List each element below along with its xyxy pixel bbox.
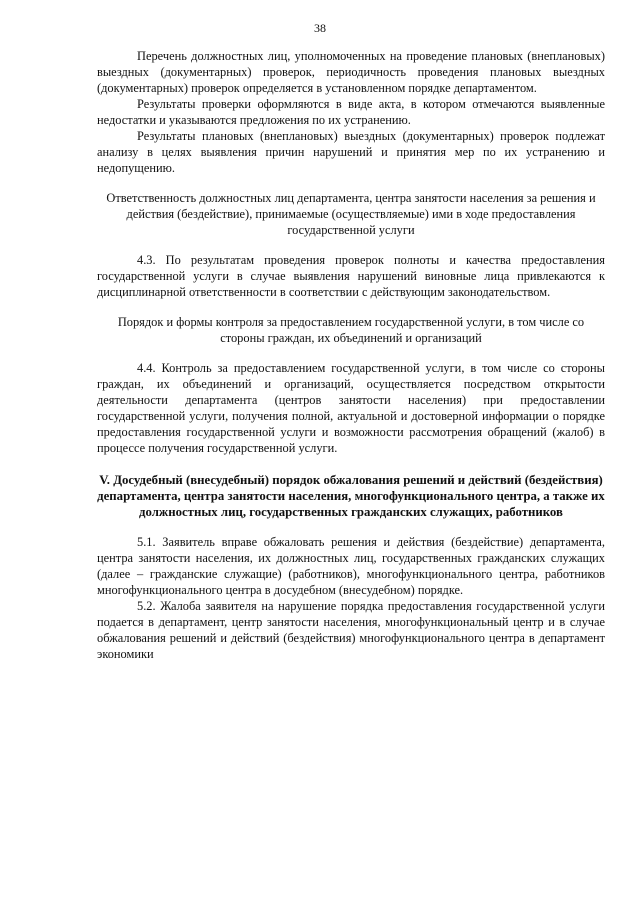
paragraph-5-2: 5.2. Жалоба заявителя на нарушение порядка предоставления государственной услуги подается в департамент, центр занятости населения, многофункциональный центр и в случае обжалования решений и действий (бездействия) многофункционального центра в департамент экономики [97, 599, 605, 661]
heading-responsibility: Ответственность должностных лиц департамента, центра занятости населения за решения и действия (бездействие), принимаемые (осуществляемые) ими в ходе предоставления государственной услуги [106, 191, 596, 237]
document-body [97, 48, 605, 662]
paragraph-inspection-analysis: Результаты плановых (внеплановых) выездных (документарных) проверок подлежат анализу в целях выявления причин нарушений и принятия мер по их устранению и недопущению. [97, 129, 605, 175]
page-number: 38 [314, 21, 326, 35]
section-v-heading: V. Досудебный (внесудебный) порядок обжалования решений и действий (бездействия) департамента, центра занятости населения, многофункционального центра, а также их должностных лиц, государственных гражданских служащих, работников [97, 473, 605, 519]
paragraph-officials-list: Перечень должностных лиц, уполномоченных на проведение плановых (внеплановых) выездных (документарных) проверок, периодичность проведения плановых выездных (документарных) проверок определяется в установленном порядке департаментом. [97, 49, 605, 95]
paragraph-4-3: 4.3. По результатам проведения проверок полноты и качества предоставления государственной услуги в случае выявления нарушений виновные лица привлекаются к дисциплинарной ответственности в соответствии с действующим законодательством. [97, 253, 605, 299]
paragraph-inspection-results: Результаты проверки оформляются в виде акта, в котором отмечаются выявленные недостатки и указываются предложения по их устранению. [97, 97, 605, 127]
heading-control-forms: Порядок и формы контроля за предоставлением государственной услуги, в том числе со стороны граждан, их объединений и организаций [117, 315, 585, 345]
paragraph-5-1: 5.1. Заявитель вправе обжаловать решения и действия (бездействие) департамента, центра занятости населения, их должностных лиц, государственных гражданских служащих (далее – гражданские служащие) (работников), многофункционального центра, работников многофункционального центра в досудебном (внесудебном) порядке. [97, 535, 605, 597]
paragraph-4-4: 4.4. Контроль за предоставлением государственной услуги, в том числе со стороны граждан, их объединений и организаций, осуществляется посредством открытости деятельности департамента (центров занятости населения) при предоставлении государственной услуги, получения полной, актуальной и достоверной информации о порядке предоставления государственной услуги и возможности рассмотрения обращений (жалоб) в процессе получения государственной услуги. [97, 361, 605, 455]
